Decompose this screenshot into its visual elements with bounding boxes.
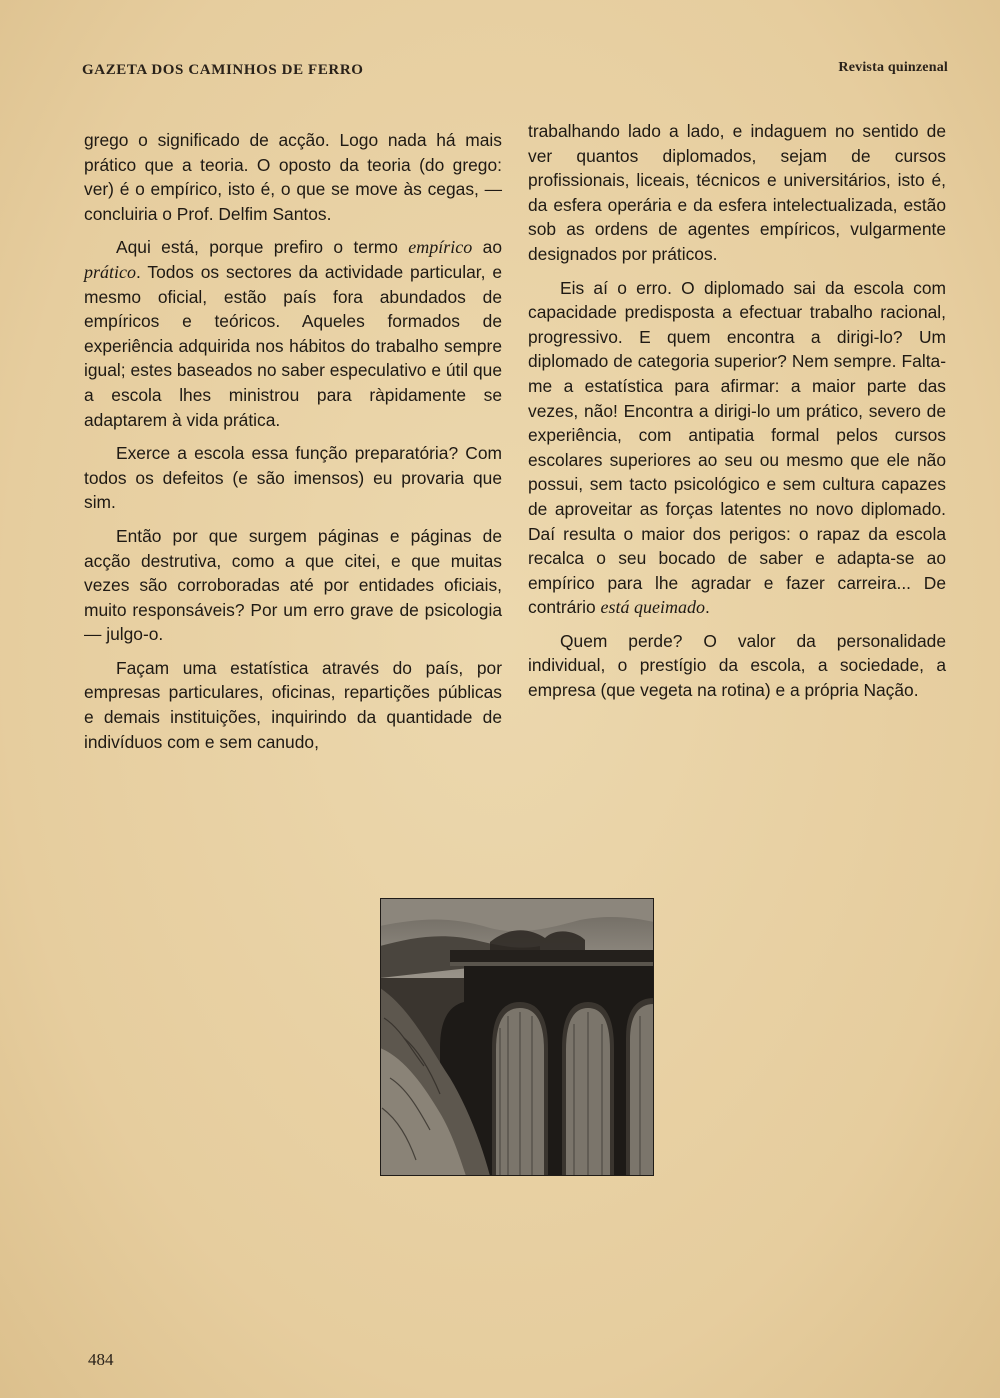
paragraph: Quem perde? O valor da personalidade individual, o prestígio da escola, a sociedade, a empresa (que vegeta na rotina) e a própria Nação. bbox=[528, 630, 946, 701]
paragraph: Aqui está, porque prefiro o termo empírico ao prático. Todos os sectores da actividade particular, e mesmo oficial, estão país fora abundados de empíricos e teóricos. Aqueles formados de experiência adquirida nos hábitos do trabalho sempre igual; estes baseados no saber especulativo e útil que a escola lhes ministrou para ràpidamente se adaptarem à vida prática. bbox=[84, 237, 502, 430]
emphasis: está queimado bbox=[600, 597, 705, 618]
paragraph: trabalhando lado a lado, e indaguem no sentido de ver quantos diplomados, sejam de cursos profissionais, liceais, técnicos e universitários, isto é, da esfera operária e da esfera intelectualizada, estão sob as ordens de agentes empíricos, vulgarmente designados por práticos. bbox=[528, 121, 946, 264]
paragraph: Então por que surgem páginas e páginas de acção destrutiva, como a que citei, e que muitas vezes são corroboradas até por entidades oficiais, muito responsáveis? Por um erro grave de psicologia — julgo-o. bbox=[84, 525, 502, 645]
emphasis: empírico bbox=[408, 237, 473, 258]
journal-subtitle: Revista quinzenal bbox=[838, 60, 948, 75]
paragraph: Exerce a escola essa função preparatória? Com todos os defeitos (e são imensos) eu provaria que sim. bbox=[84, 443, 502, 513]
journal-title: GAZETA DOS CAMINHOS DE FERRO bbox=[82, 62, 364, 78]
page-number: 484 bbox=[88, 1350, 114, 1369]
viaduct-drawing bbox=[380, 898, 654, 1176]
right-column bbox=[528, 119, 946, 712]
left-column bbox=[84, 128, 502, 763]
viaduct-illustration bbox=[380, 898, 654, 1176]
paragraph: grego o significado de acção. Logo nada há mais prático que a teoria. O oposto da teoria (do grego: ver) é o empírico, isto é, o que se move às cegas, — concluiria o Prof. Delfim Santos. bbox=[84, 130, 502, 224]
paragraph: Eis aí o erro. O diplomado sai da escola com capacidade predisposta a efectuar trabalho racional, progressivo. E quem encontra a dirigi-lo? Um diplomado de categoria superior? Nem sempre. Falta-me a estatística para afirmar: a maior parte das vezes, não! Encontra a dirigi-lo um prático, severo de experiência, com antipatia formal pelos cursos escolares superiores ao seu ou mesmo que ele não possui, sem tacto psicológico e sem cultura capazes de aproveitar as forças latentes no novo diplomado. Daí resulta o maior dos perigos: o rapaz da escola recalca o seu bocado de saber e adapta-se ao empírico para lhe agradar e fazer carreira... De contrário está queimado. bbox=[528, 277, 946, 618]
emphasis: prático bbox=[84, 261, 136, 282]
paragraph: Façam uma estatística através do país, por empresas particulares, oficinas, repartições públicas e demais instituições, inquirindo da quantidade de indivíduos com e sem canudo, bbox=[84, 657, 502, 752]
